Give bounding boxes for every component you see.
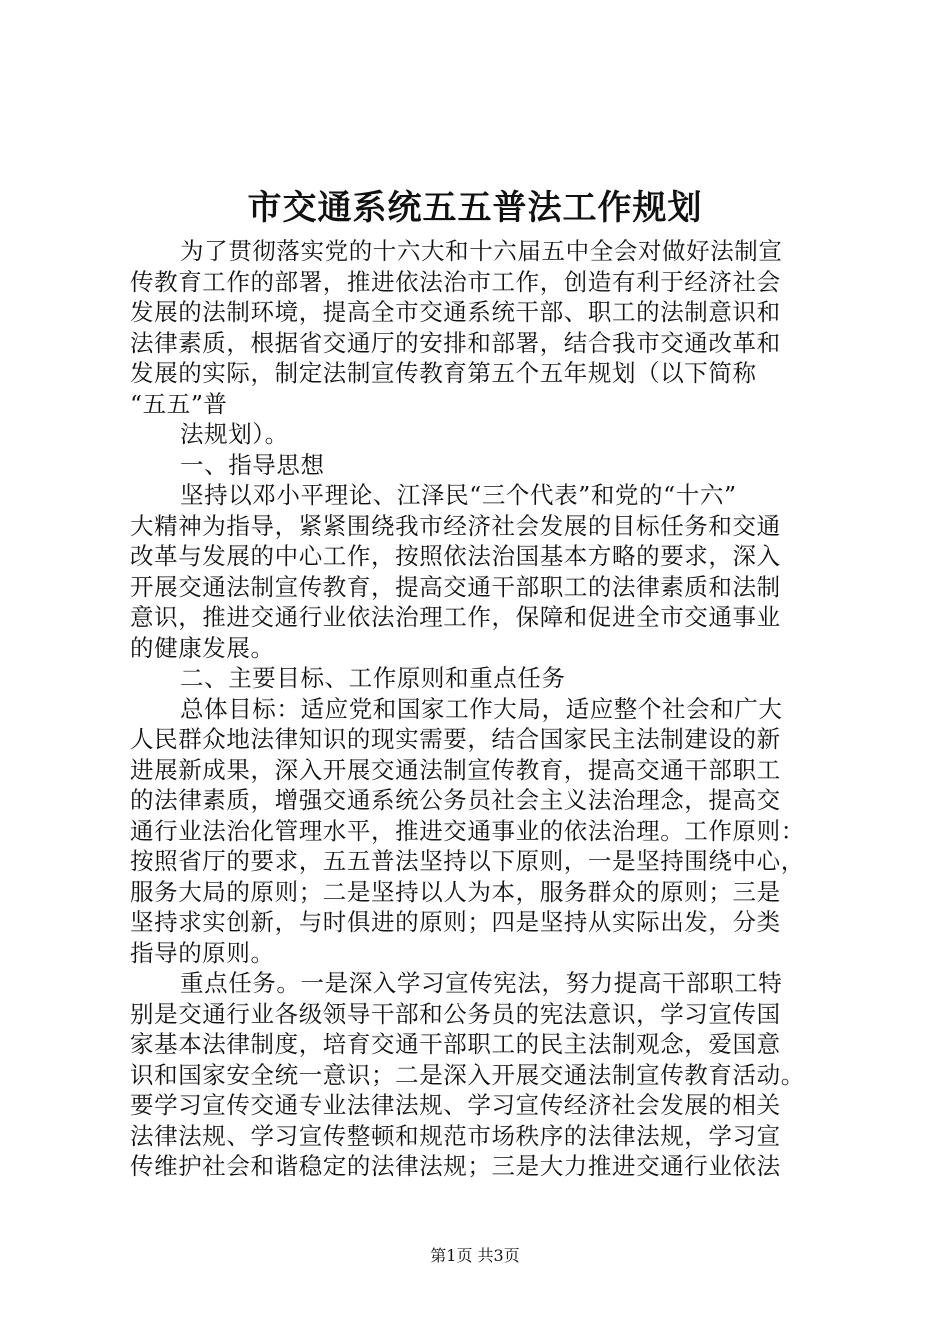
section-heading: 二、主要目标、工作原则和重点任务: [180, 664, 566, 692]
text-line: 要学习宣传交通专业法律法规、学习宣传经济社会发展的相关: [130, 1091, 781, 1119]
text-line: 法律法规、学习宣传整顿和规范市场秩序的法律法规，学习宣: [130, 1121, 781, 1150]
text-line: 大精神为指导，紧紧围绕我市经济社会发展的目标任务和交通: [130, 511, 781, 540]
text-line: 发展的法制环境，提高全市交通系统干部、职工的法制意识和: [130, 298, 781, 326]
document-body: [130, 236, 842, 1182]
text-line: 服务大局的原则；二是坚持以人为本，服务群众的原则；三是: [130, 877, 781, 906]
text-line: 的法律素质，增强交通系统公务员社会主义法治理念，提高交: [130, 786, 781, 814]
text-line: 传教育工作的部署，推进依法治市工作，创造有利于经济社会: [130, 267, 781, 296]
text-line: 发展的实际，制定法制宣传教育第五个五年规划（以下简称: [130, 359, 757, 387]
text-line: 按照省厅的要求，五五普法坚持以下原则，一是坚持围绕中心，: [130, 847, 805, 875]
section-heading: 一、指导思想: [180, 450, 325, 479]
document-title: 市交通系统五五普法工作规划: [247, 188, 703, 228]
text-line: “五五”普: [130, 389, 228, 418]
text-line: 为了贯彻落实党的十六大和十六届五中全会对做好法制宣: [180, 237, 783, 265]
text-line: 改革与发展的中心工作，按照依法治国基本方略的要求，深入: [130, 542, 781, 570]
text-line: 法律素质，根据省交通厅的安排和部署，结合我市交通改革和: [130, 328, 781, 357]
text-line: 意识，推进交通行业依法治理工作，保障和促进全市交通事业: [130, 603, 781, 631]
text-line: 坚持以邓小平理论、江泽民“三个代表”和党的“十六”: [180, 481, 737, 509]
text-line: 人民群众地法律知识的现实需要，结合国家民主法制建设的新: [130, 725, 781, 753]
page-footer: 第1页 共3页: [430, 1246, 520, 1265]
text-line: 别是交通行业各级领导干部和公务员的宪法意识，学习宣传国: [130, 999, 781, 1028]
text-line: 指导的原则。: [130, 938, 275, 967]
text-line: 家基本法律制度，培育交通干部职工的民主法制观念，爱国意: [130, 1030, 781, 1058]
text-line: 通行业法治化管理水平，推进交通事业的依法治理。工作原则：: [130, 816, 805, 845]
text-line: 传维护社会和谐稳定的法律法规；三是大力推进交通行业依法: [130, 1152, 781, 1180]
text-line: 开展交通法制宣传教育，提高交通干部职工的法律素质和法制: [130, 572, 781, 601]
text-line: 坚持求实创新，与时俱进的原则；四是坚持从实际出发，分类: [130, 908, 781, 936]
text-line: 识和国家安全统一意识；二是深入开展交通法制宣传教育活动。: [130, 1060, 805, 1089]
text-line: 法规划）。: [180, 420, 289, 448]
text-line: 重点任务。一是深入学习宣传宪法，努力提高干部职工特: [180, 969, 783, 997]
text-line: 总体目标：适应党和国家工作大局，适应整个社会和广大: [180, 694, 783, 723]
text-line: 的健康发展。: [130, 633, 275, 662]
text-line: 进展新成果，深入开展交通法制宣传教育，提高交通干部职工: [130, 755, 781, 784]
